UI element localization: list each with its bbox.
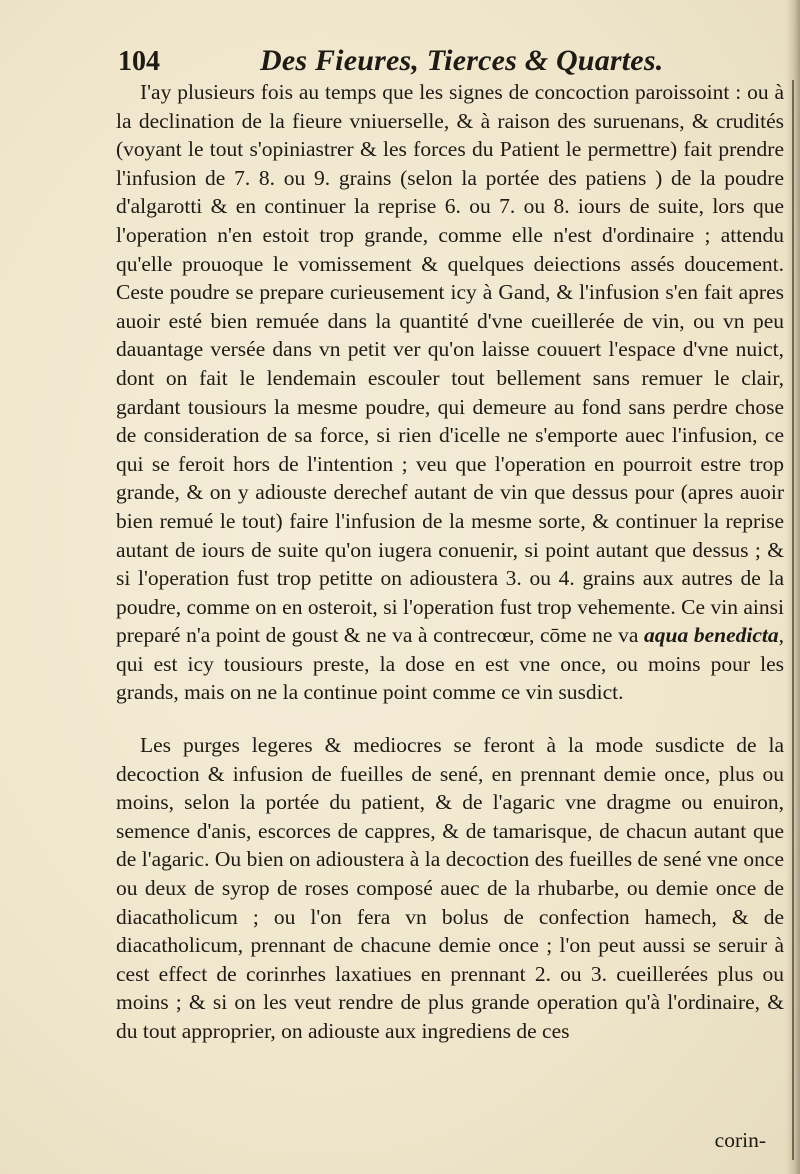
paragraph-2 xyxy=(116,731,784,1046)
paragraph-1-after: , qui est icy tousiours preste, la dose en est vne once, ou moins pour les grands, mais on ne la continue point comme ce vin susdict. xyxy=(116,623,784,705)
paragraph-1 xyxy=(116,78,784,707)
paragraph-1-italic: aqua benedicta xyxy=(644,623,779,648)
page-number: 104 xyxy=(118,46,160,77)
running-title: Des Fieures, Tierces & Quartes. xyxy=(260,44,664,77)
body-text xyxy=(116,78,784,1046)
paragraph-1-text: I'ay plusieurs fois au temps que les signes de concoction paroissoint : ou à la declination de la fieure vniuerselle, & à raison des suruenans, & crudités (voyant le tout s'opiniastrer & les forces du Patient le permettre) fait prendre l'infusion de 7. 8. ou 9. grains (selon la portée des patiens ) de la poudre d'algarotti & en continuer la reprise 6. ou 7. ou 8. iours de suite, lors que l'operation n'en estoit trop grande, comme elle n'est d'ordinaire ; attendu qu'elle prouoque le vomissement & quelques deiections assés doucement. Ceste poudre se prepare curieusement icy à Gand, & l'infusion s'en fait apres auoir esté bien remuée dans la quantité d'vne cueillerée de vin, ou vn peu dauantage versée dans vn petit ver qu'on laisse couuert l'espace d'vne nuict, dont on fait le lendemain escouler tout bellement sans remuer le clair, gardant tousiours la mesme poudre, qui demeure au fond sans perdre chose de consideration de sa force, si rien d'icelle ne s'emporte auec l'infusion, ce qui se feroit hors de l'intention ; veu que l'operation en pourroit estre trop grande, & on y adiouste derechef autant de vin que dessus pour (apres auoir bien remué le tout) faire l'infusion de la mesme sorte, & continuer la reprise autant de iours de suite qu'on iugera conuenir, si point autant que dessus ; & si l'operation fust trop petitte on adioustera 3. ou 4. grains aux autres de la poudre, comme on en osteroit, si l'operation fust trop vehemente. Ce vin ainsi preparé n'a point de goust & ne va à contrecœur, cōme ne va xyxy=(116,80,784,648)
paragraph-2-text: Les purges legeres & mediocres se feront à la mode susdicte de la decoction & infusion de fueilles de sené, en prennant demie once, plus ou moins, selon la portée du patient, & de l'agaric vne dragme ou enuiron, semence d'anis, escorces de cappres, & de tamarisque, de chacun autant que de l'agaric. Ou bien on adioustera à la decoction des fueilles de sené vne once ou deux de syrop de roses composé auec de la rhubarbe, ou demie once de diacatholicum ; ou l'on fera vn bolus de confection hamech, & de diacatholicum, prennant de chacune demie once ; l'on peut aussi se seruir à cest effect de corinrhes laxatiues en prennant 2. ou 3. cueillerées plus ou moins ; & si on les veut rendre de plus grande operation qu'à l'ordinaire, & du tout approprier, on adiouste aux ingrediens de ces xyxy=(116,733,784,1043)
page-edge-shadow xyxy=(786,0,800,1174)
catchword: corin- xyxy=(714,1128,766,1152)
